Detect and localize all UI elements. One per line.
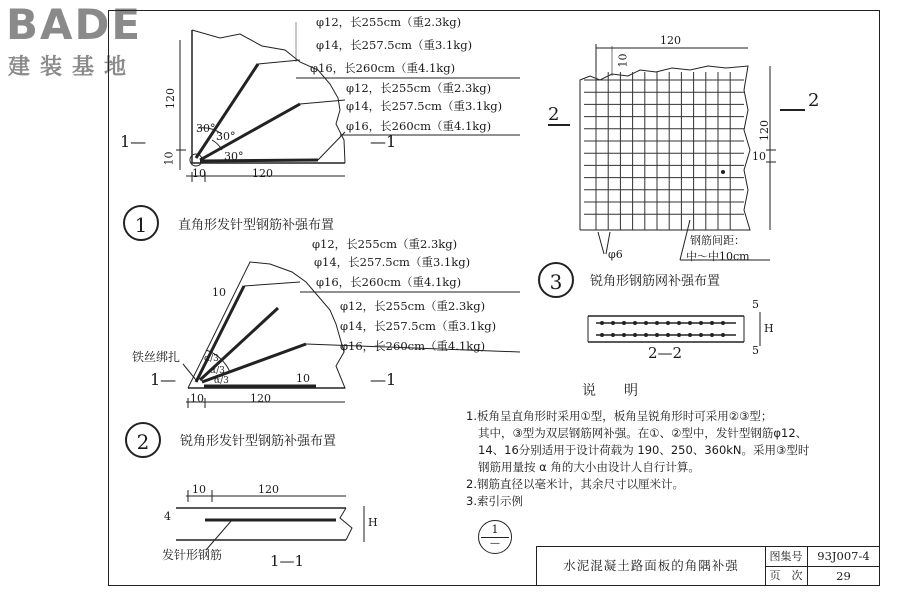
fig2-angle-1: α/3 bbox=[204, 354, 219, 364]
index-example bbox=[478, 520, 512, 554]
fig3-dim-right10: 10 bbox=[752, 150, 766, 163]
fig1-spec-lower-3: φ16，长260cm（重4.1kg) bbox=[346, 119, 492, 133]
fig1-dim-h120: 120 bbox=[164, 88, 177, 109]
fig2-spec-upper-1: φ12，长255cm（重2.3kg) bbox=[312, 237, 458, 251]
fig3-section-left: 2 bbox=[548, 104, 560, 125]
section22-dim-h: H bbox=[764, 322, 774, 335]
fig1-spec-upper-3: φ16，长260cm（重4.1kg) bbox=[310, 61, 456, 75]
fig2-section-right: —1 bbox=[370, 370, 397, 389]
fig1-dim-w10: 10 bbox=[192, 167, 206, 180]
notes-title: 说 明 bbox=[582, 383, 638, 399]
fig3-dim-top120: 120 bbox=[660, 34, 681, 47]
page-value: 29 bbox=[836, 569, 851, 583]
fig1-caption: 直角形发针型钢筋补强布置 bbox=[178, 218, 335, 233]
note-line: 3.索引示例 bbox=[466, 494, 523, 508]
section22-label: 2—2 bbox=[648, 344, 683, 362]
fig1-spec-upper-2: φ14，长257.5cm（重3.1kg) bbox=[316, 38, 473, 52]
fig1-angle-3: 30° bbox=[224, 150, 244, 163]
title-block-title: 水泥混凝土路面板的角隅补强 bbox=[537, 547, 766, 585]
index-bottom: — bbox=[490, 538, 500, 549]
section11-rebar-label: 发针形钢筋 bbox=[162, 548, 223, 562]
fig2-spec-lower-3: φ16，长260cm（重4.1kg) bbox=[340, 339, 486, 353]
fig2-angle-2: α/3 bbox=[210, 366, 225, 376]
page-label: 页 次 bbox=[765, 567, 808, 585]
fig3-spacing-label: 钢筋间距： bbox=[690, 234, 745, 247]
fig2-dim-10a: 10 bbox=[212, 286, 226, 299]
fig2-spec-lower-2: φ14，长257.5cm（重3.1kg) bbox=[340, 319, 497, 333]
fig2-angle-3: α/3 bbox=[214, 376, 229, 386]
logo-subtitle: 建装基地 bbox=[8, 55, 137, 80]
section11-dim-w120: 120 bbox=[258, 483, 279, 496]
title-block bbox=[536, 546, 880, 586]
section11-dim-w10: 10 bbox=[192, 483, 206, 496]
fig1-angle-2: 30° bbox=[216, 130, 236, 143]
fig2-caption: 锐角形发针型钢筋补强布置 bbox=[180, 434, 337, 449]
fig1-spec-lower-1: φ12，长255cm（重2.3kg) bbox=[346, 81, 492, 95]
atlas-value: 93J007-4 bbox=[808, 547, 879, 567]
fig2-spec-upper-3: φ16，长260cm（重4.1kg) bbox=[316, 275, 462, 289]
fig2-number: 2 bbox=[125, 422, 161, 458]
fig2-dim-w120: 120 bbox=[250, 392, 271, 405]
note-line: 其中，③型为双层钢筋网补强。在①、②型中，发针型钢筋φ12、 bbox=[478, 426, 808, 440]
fig3-section-right: 2 bbox=[808, 90, 820, 111]
fig1-angle-1: 30° bbox=[196, 122, 216, 135]
fig1-section-left: 1— bbox=[120, 132, 147, 151]
fig2-dim-10b: 10 bbox=[296, 372, 310, 385]
fig1-spec-lower-2: φ14，长257.5cm（重3.1kg) bbox=[346, 99, 503, 113]
fig1-dim-w120: 120 bbox=[252, 167, 273, 180]
fig3-number: 3 bbox=[538, 262, 574, 298]
notes-body bbox=[466, 408, 809, 510]
fig2-dim-w10: 10 bbox=[190, 392, 204, 405]
fig2-spec-upper-2: φ14，长257.5cm（重3.1kg) bbox=[314, 255, 471, 269]
fig2-spec-lower-1: φ12，长255cm（重2.3kg) bbox=[340, 299, 486, 313]
section11-dim-left4: 4 bbox=[164, 510, 171, 523]
note-line: 钢筋用量按 α 角的大小由设计人自行计算。 bbox=[478, 460, 700, 474]
note-line: 14、16分别适用于设计荷载为 190、250、360kN。采用③型时 bbox=[478, 443, 810, 457]
fig3-dim-right120: 120 bbox=[758, 120, 771, 141]
logo-brand: BADE bbox=[6, 0, 143, 49]
fig1-section-right: —1 bbox=[370, 132, 397, 151]
fig3-dim-top10: 10 bbox=[616, 53, 630, 68]
fig3-caption: 锐角形钢筋网补强布置 bbox=[590, 274, 721, 289]
fig2-section-left: 1— bbox=[150, 370, 177, 389]
fig1-number: 1 bbox=[123, 205, 159, 241]
section22-dim-bot5: 5 bbox=[752, 344, 759, 357]
fig3-bar-label: φ6 bbox=[608, 248, 623, 261]
section11-label: 1—1 bbox=[270, 552, 305, 570]
atlas-label: 图集号 bbox=[765, 547, 808, 567]
index-top: 1 bbox=[491, 523, 499, 536]
fig1-spec-upper-1: φ12，长255cm（重2.3kg) bbox=[316, 15, 462, 29]
fig2-wire-label: 铁丝绑扎 bbox=[132, 350, 181, 364]
note-line: 2.钢筋直径以毫米计，其余尺寸以厘米计。 bbox=[466, 477, 684, 491]
fig3-spacing-value: 中～中10cm bbox=[686, 250, 750, 263]
fig1-dim-h10: 10 bbox=[162, 151, 176, 166]
section11-dim-h: H bbox=[368, 516, 378, 529]
note-line: 1.板角呈直角形时采用①型，板角呈锐角形时可采用②③型； bbox=[466, 409, 773, 423]
section22-dim-top5: 5 bbox=[752, 298, 759, 311]
